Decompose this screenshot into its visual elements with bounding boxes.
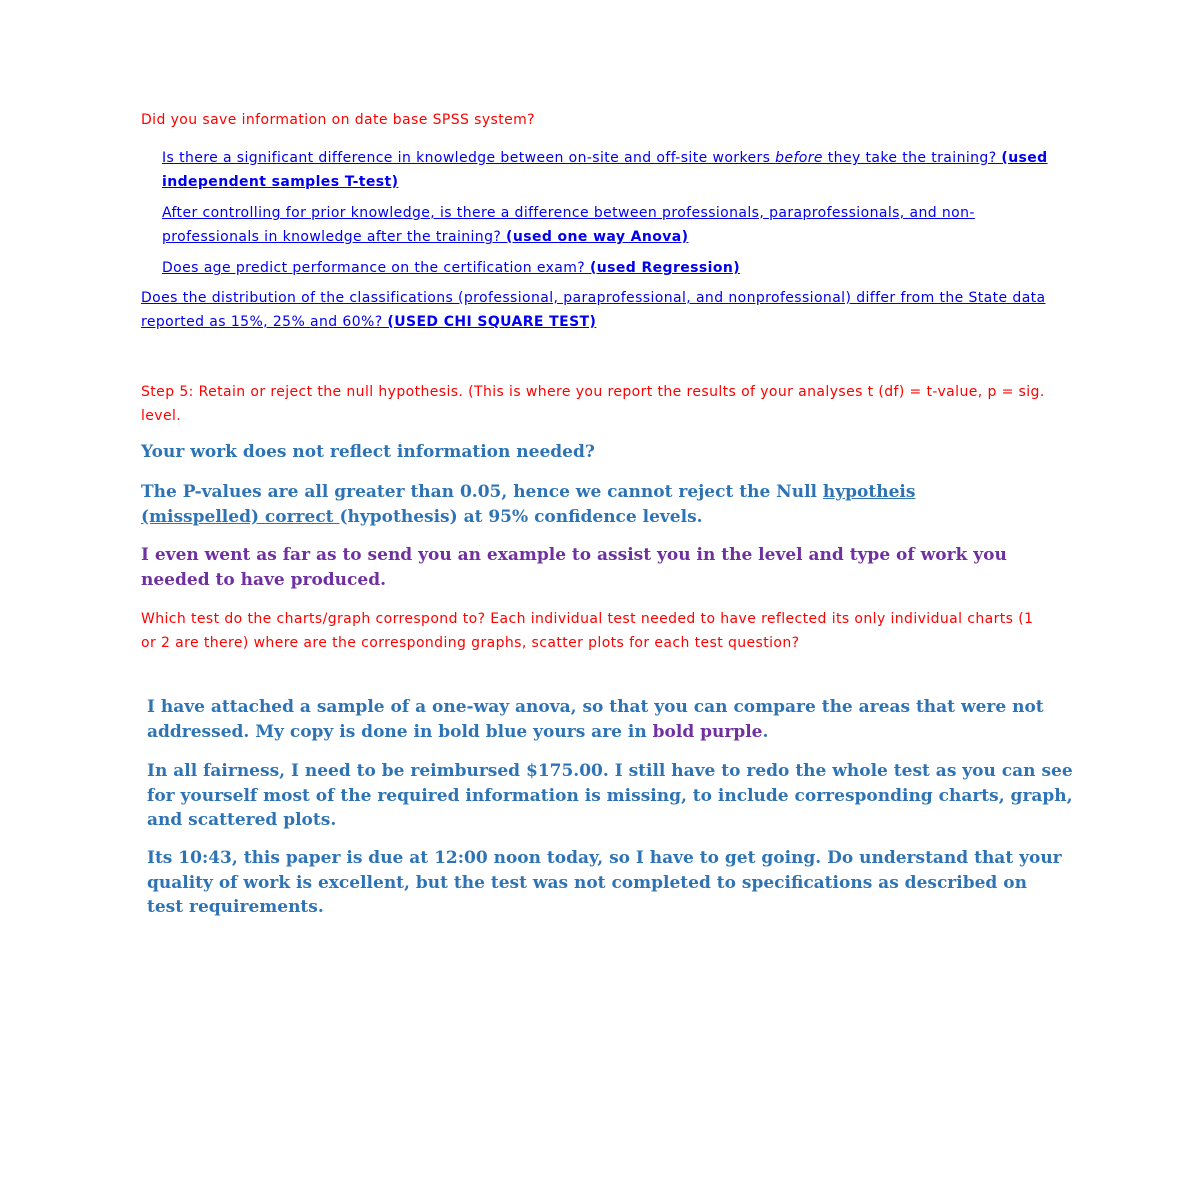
question-t-test-link[interactable] xyxy=(162,146,1052,194)
question-regression-method: (used Regression) xyxy=(589,260,741,276)
question-t-test-italic: before xyxy=(775,150,823,166)
question-regression-text: Does age predict performance on the certification exam? xyxy=(162,260,590,276)
paragraph-attached-sample xyxy=(147,695,1067,744)
attached-sample-end: . xyxy=(762,721,769,742)
comment-misspelled-hypothesis: hypotheis (misspelled) correct xyxy=(141,482,916,527)
question-t-test-text-b: they take the training? xyxy=(822,150,1002,166)
comment-p-values-text-b: (hypothesis) at 95% confidence levels. xyxy=(339,506,703,527)
question-t-test-method: (used independent samples T-test) xyxy=(162,150,1048,190)
paragraph-reimbursement: In all fairness, I need to be reimbursed $175.00. I still have to redo the whole test as you can see for yourself most of the required information is missing, to include corresponding charts, graph, and scattered plots. xyxy=(147,761,1073,830)
question-anova-method: (used one way Anova) xyxy=(506,229,689,245)
question-anova-link[interactable] xyxy=(162,201,1057,249)
comment-p-values-text-a: The P-values are all greater than 0.05, hence we cannot reject the Null xyxy=(141,482,823,502)
comment-example-sent: I even went as far as to send you an example to assist you in the level and type of work you needed to have produced. xyxy=(141,545,1007,590)
question-regression-link[interactable] xyxy=(162,256,1062,280)
attached-sample-text: I have attached a sample of a one-way anova, so that you can compare the areas that were not addressed. My copy is done in bold blue yours are in xyxy=(147,697,1044,742)
spss-question: Did you save information on date base SPSS system? xyxy=(141,112,535,128)
charts-question: Which test do the charts/graph correspond to? Each individual test needed to have reflected its only individual charts (1 or 2 are there) where are the corresponding graphs, scatter plots for each test question? xyxy=(141,611,1034,651)
step-5-instruction: Step 5: Retain or reject the null hypothesis. (This is where you report the results of your analyses t (df) = t-value, p = sig. level. xyxy=(141,384,1045,424)
paragraph-deadline: Its 10:43, this paper is due at 12:00 noon today, so I have to get going. Do understand that your quality of work is excellent, but the test was not completed to specifications as described on test requirements. xyxy=(147,848,1062,917)
comment-p-values xyxy=(141,480,991,529)
bold-purple-highlight: bold purple xyxy=(652,721,763,742)
question-chi-square-text: Does the distribution of the classifications (professional, paraprofessional, and nonprofessional) differ from the State data reported as 15%, 25% and 60%? xyxy=(141,290,1046,330)
question-chi-square-method: (USED CHI SQUARE TEST) xyxy=(387,314,597,330)
question-chi-square-link[interactable] xyxy=(141,286,1046,334)
question-t-test-text-a: Is there a significant difference in knowledge between on-site and off-site workers xyxy=(162,150,776,166)
comment-work-not-reflect: Your work does not reflect information needed? xyxy=(141,442,595,462)
question-anova-text: After controlling for prior knowledge, is there a difference between professionals, paraprofessionals, and non-professionals in knowledge after the training? xyxy=(162,205,975,245)
